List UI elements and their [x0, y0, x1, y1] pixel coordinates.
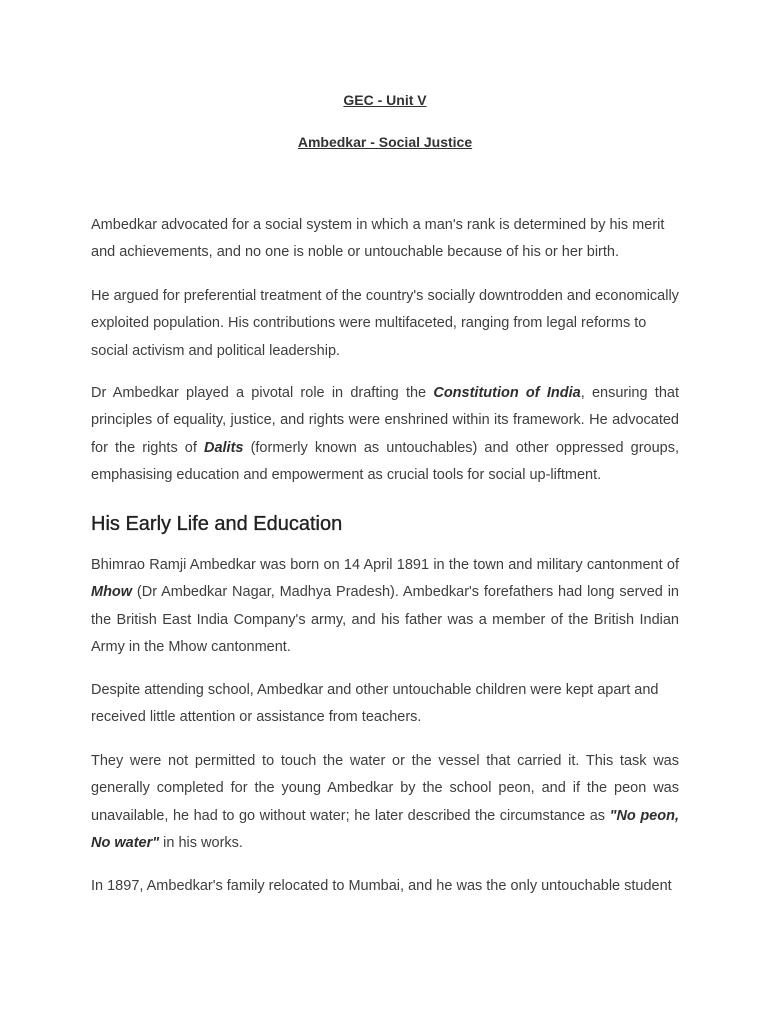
early-life-paragraph-4: In 1897, Ambedkar's family relocated to Mumbai, and he was the only untouchable student	[91, 878, 672, 894]
no-peon-quote: "No peon, No water"	[91, 807, 679, 851]
early-p1-text-a: Bhimrao Ramji Ambedkar was born on 14 April 1891 in the town and military cantonment of	[91, 557, 679, 573]
section-heading-early-life: His Early Life and Education	[91, 513, 343, 535]
early-p3-text-c: in his works.	[159, 834, 243, 851]
early-p3-text-a: They were not permitted to touch the water or the vessel that carried it. This task was generally completed for the young Ambedkar by the school peon, and if the peon was unavailable, he had to go without water; he later described the circumstance as	[91, 753, 679, 824]
intro-paragraph-2: He argued for preferential treatment of the country's socially downtrodden and economically exploited population. His contributions were multifaceted, ranging from legal reforms to social activism and political leadership.	[91, 288, 679, 359]
intro-paragraph-3	[91, 380, 679, 489]
topic-title: Ambedkar - Social Justice	[297, 134, 473, 150]
early-life-paragraph-1	[91, 552, 679, 661]
intro-p3-text-e: (formerly known as untouchables) and other oppressed groups, emphasising education and empowerment as crucial tools for social up-liftment.	[91, 439, 680, 483]
unit-title: GEC - Unit V	[343, 92, 427, 108]
intro-p3-text-c: , ensuring that principles of equality, justice, and rights were enshrined within its framework. He advocated for the rights of	[91, 385, 679, 456]
early-life-paragraph-3	[91, 748, 679, 857]
intro-paragraph-1: Ambedkar advocated for a social system in which a man's rank is determined by his merit and achievements, and no one is noble or untouchable because of his or her birth.	[91, 217, 665, 261]
early-p1-text-c: (Dr Ambedkar Nagar, Madhya Pradesh). Ambedkar's forefathers had long served in the British East India Company's army, and his father was a member of the British Indian Army in the Mhow cantonment.	[91, 584, 679, 655]
intro-p3-text-a: Dr Ambedkar played a pivotal role in drafting the	[91, 385, 434, 401]
dalits-emphasis: Dalits	[203, 439, 244, 456]
early-life-paragraph-2: Despite attending school, Ambedkar and other untouchable children were kept apart and received little attention or assistance from teachers.	[91, 682, 659, 726]
mhow-emphasis: Mhow	[91, 584, 133, 601]
constitution-emphasis: Constitution of India	[433, 385, 581, 401]
